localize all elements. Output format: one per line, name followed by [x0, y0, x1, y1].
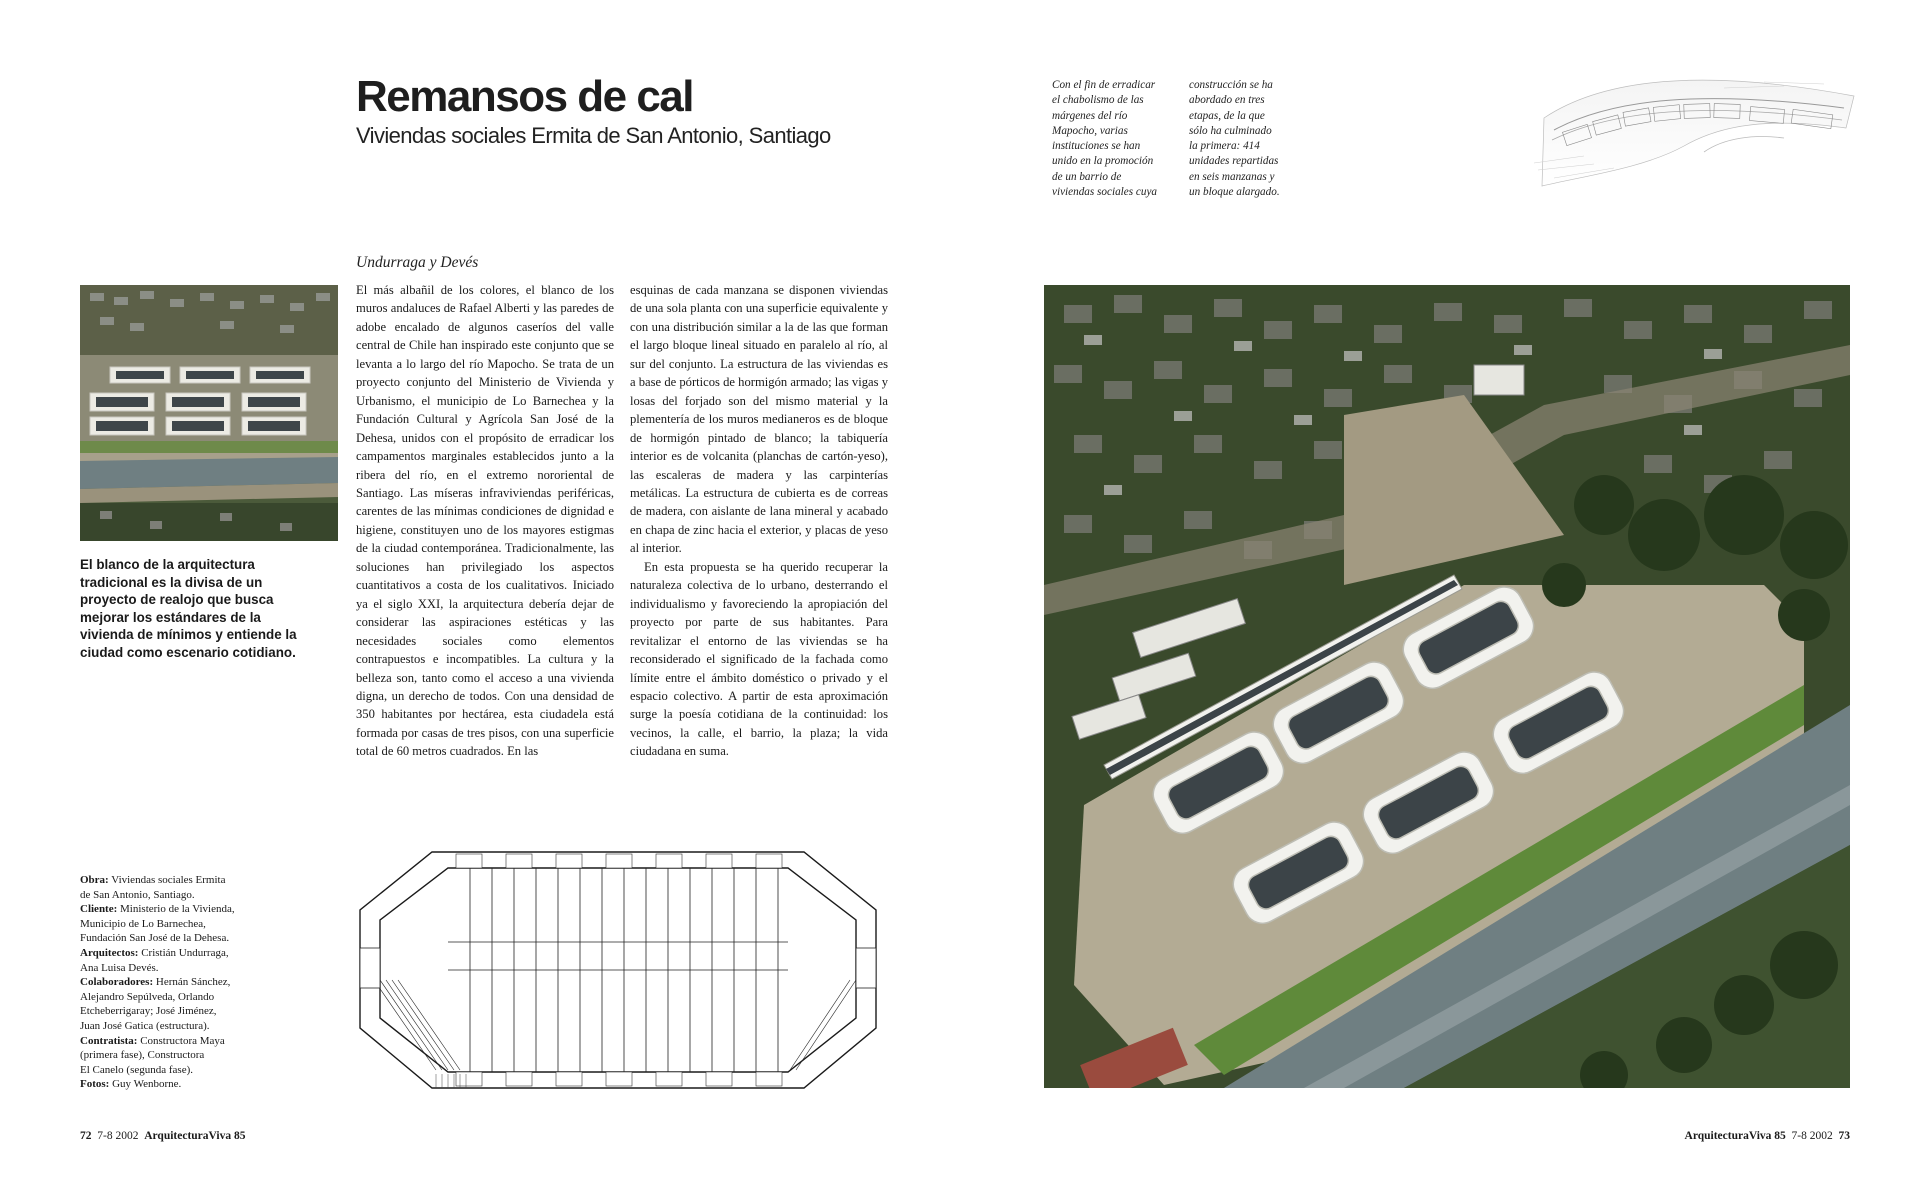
intro-line: en seis manzanas y [1189, 170, 1275, 183]
floor-plan-drawing [356, 830, 900, 1090]
credit-line: (primera fase), Constructora [80, 1049, 205, 1062]
intro-column-1 [1052, 78, 1157, 200]
folio-right [1685, 1129, 1850, 1143]
body-column-1 [356, 281, 614, 761]
credit-arquitectos [80, 946, 270, 961]
credit-label: Contratista: [80, 1034, 138, 1047]
credit-line: El Canelo (segunda fase). [80, 1063, 194, 1076]
aerial-photo-small-graphic [80, 285, 338, 541]
body-paragraph: El más albañil de los colores, el blanco de los muros andaluces de Rafael Alberti y las paredes de adobe encalado de algunos caseríos del valle central de Chile han inspirado este conjunto que se levanta a lo largo del río Mapocho. Se trata de un proyecto conjunto del Ministerio de Vivienda y Urbanismo, el municipio de Lo Barnechea y la Fundación Cultural y Agrícola San José de la Dehesa, unidos con el propósito de erradicar los campamentos marginales establecidos junto a la ribera del río, en el extremo nororiental de Santiago. Las míseras infraviviendas periféricas, carentes de las mínimas condiciones de dignidad e higiene, constituyen uno de los mayores estigmas de la ciudad contemporánea. Tradicionalmente, las soluciones han privilegiado los aspectos cuantitativos a costa de los cualitativos. Iniciado ya el siglo XXI, la arquitectura debería dejar de considerar las aspiraciones estéticas y las necesidades sociales como elementos contrapuestos e incompatibles. La cultura y la belleza son, tanto como el acceso a una vivienda digna, un derecho de todos. Con una densidad de 350 habitantes por hectárea, esta ciudadela está formada por casas de tres pisos, con una superficie total de 60 metros cuadrados. En las [356, 283, 614, 759]
credit-line: Etcheberrigaray; José Jiménez, [80, 1005, 217, 1018]
body-paragraph: En esta propuesta se ha querido recuperar la naturaleza colectiva de lo urbano, desterrando el individualismo y favoreciendo la apropiación del proyecto por parte de sus habitantes. Para revitalizar el entorno de las viviendas se ha reconsiderado el significado de la fachada como límite entre el ámbito doméstico o privado y el espacio colectivo. A partir de esta aproximación surge la poesía cotidiana de la continuidad: los vecinos, la calle, el barrio, la plaza; la vida ciudadana en suma. [630, 559, 888, 759]
credit-label: Cliente: [80, 903, 118, 916]
article-subtitle: Viviendas sociales Ermita de San Antonio, Santiago [356, 123, 831, 148]
site-plan-drawing [1524, 68, 1860, 200]
credit-line: Ana Luisa Devés. [80, 961, 159, 974]
body-column-2 [630, 281, 888, 761]
intro-line: viviendas sociales cuya [1052, 186, 1158, 199]
credit-line: Municipio de Lo Barnechea, [80, 917, 206, 930]
credit-label: Obra: [80, 874, 109, 886]
photo-caption: El blanco de la arquitectura tradicional es la divisa de un proyecto de realojo que busca mejorar los estándares de la vivienda de mínimos y entiende la ciudad como escenario cotidiano. [80, 557, 297, 660]
intro-line: unidades repartidas [1189, 155, 1279, 168]
page-number: 73 [1838, 1130, 1850, 1142]
credit-value: Hernán Sánchez, [153, 976, 231, 989]
aerial-photo-large [1044, 285, 1850, 1088]
intro-line: un bloque alargado. [1189, 186, 1280, 199]
body-paragraph: esquinas de cada manzana se disponen viviendas de una sola planta con una superficie equivalente y con una distribución similar a la de las que forman el largo bloque lineal situado en paralelo al río, al sur del conjunto. La estructura de las viviendas es a base de pórticos de hormigón armado; las vigas y losas del forjado son del mismo material y la plementería de los muros medianeros es de bloque de hormigón pintado de blanco; la tabiquería interior es de volcanita (planchas de cartón-yeso), las escaleras de madera y las carpinterías metálicas. La estructura de cubierta es de correas de madera, con aislante de lana mineral y acabado en chapa de zinc hacia el exterior, y placas de yeso al interior. [630, 283, 888, 556]
credit-label: Arquitectos: [80, 946, 139, 959]
credit-obra [80, 873, 270, 888]
intro-line: Mapocho, varias [1052, 124, 1128, 137]
intro-column-2 [1189, 78, 1280, 200]
credit-colaboradores [80, 975, 270, 990]
credit-value: Constructora Maya [137, 1034, 225, 1047]
credit-value: Guy Wenborne. [109, 1078, 182, 1091]
credits-block [80, 873, 270, 1092]
intro-line: sólo ha culminado [1189, 124, 1272, 137]
issue-date: 7-8 2002 [1791, 1130, 1833, 1142]
intro-line: el chabolismo de las [1052, 94, 1144, 107]
credit-line: Alejandro Sepúlveda, Orlando [80, 990, 215, 1003]
magazine-name: ArquitecturaViva 85 [1684, 1130, 1786, 1142]
credit-value: Cristián Undurraga, [138, 946, 229, 959]
page-number: 72 [80, 1130, 92, 1142]
credit-label: Fotos: [80, 1078, 110, 1091]
credit-fotos [80, 1077, 270, 1092]
credit-contratista [80, 1034, 270, 1049]
intro-line: abordado en tres [1189, 94, 1265, 107]
article-authors: Undurraga y Devés [356, 254, 479, 271]
intro-line: etapas, de la que [1189, 109, 1265, 122]
aerial-photo-large-graphic [1044, 285, 1850, 1088]
intro-line: márgenes del río [1052, 109, 1128, 122]
article-title: Remansos de cal [356, 72, 693, 121]
credit-value: Ministerio de la Vivienda, [117, 903, 235, 916]
intro-line: la primera: 414 [1189, 140, 1260, 153]
magazine-name: ArquitecturaViva 85 [144, 1130, 246, 1142]
folio-left [80, 1129, 245, 1143]
aerial-photo-small [80, 285, 338, 541]
credit-label: Colaboradores: [80, 976, 154, 989]
intro-line: construcción se ha [1189, 79, 1273, 91]
intro-line: Con el fin de erradicar [1052, 79, 1156, 91]
issue-date: 7-8 2002 [97, 1130, 139, 1142]
credit-line: Fundación San José de la Dehesa. [80, 932, 230, 945]
credit-value: Viviendas sociales Ermita [108, 874, 226, 886]
intro-line: de un barrio de [1052, 170, 1122, 183]
intro-line: instituciones se han [1052, 140, 1141, 153]
intro-line: unido en la promoción [1052, 155, 1154, 168]
credit-line: de San Antonio, Santiago. [80, 888, 195, 901]
credit-line: Juan José Gatica (estructura). [80, 1019, 210, 1032]
credit-cliente [80, 902, 270, 917]
